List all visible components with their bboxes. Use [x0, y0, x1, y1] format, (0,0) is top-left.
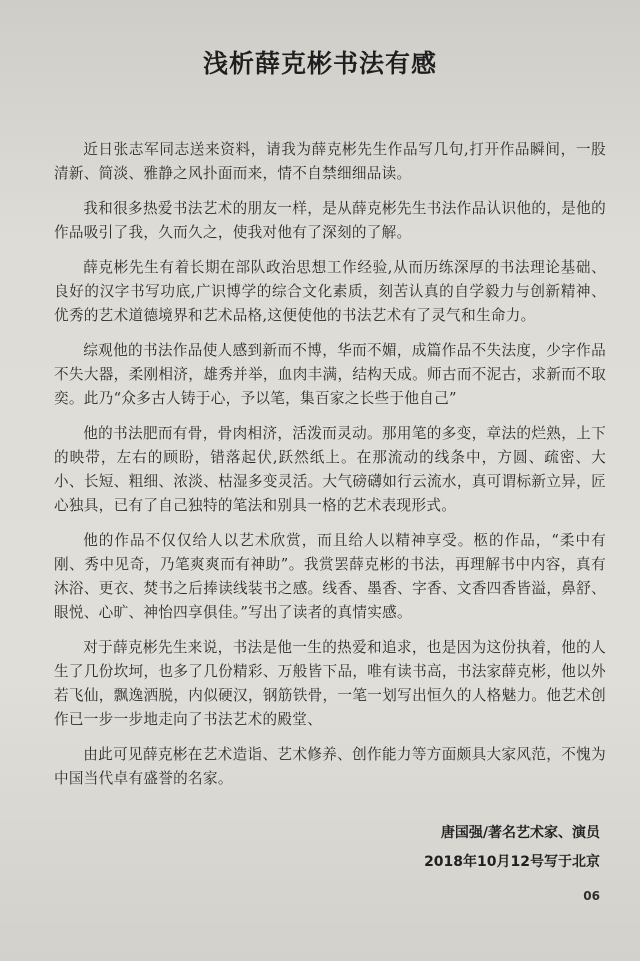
paragraph-5: 他的书法肥而有骨，骨肉相济，活泼而灵动。那用笔的多变，章法的烂熟，上下的映带，左右的顾盼，错落起伏,跃然纸上。在那流动的线条中，方圆、疏密、大小、长短、粗细、浓淡、枯湿多变灵活。大气磅礴如行云流水，真可谓标新立异，匠心独具，已有了自己独特的笔法和别具一格的艺术表现形式。 [54, 425, 606, 514]
paragraph-2: 我和很多热爱书法艺术的朋友一样，是从薛克彬先生书法作品认识他的，是他的作品吸引了我，久而久之，使我对他有了深刻的了解。 [54, 200, 606, 241]
signature-date: 2018年10月12号写于北京 [424, 854, 600, 870]
paragraph-7: 对于薛克彬先生来说，书法是他一生的热爱和追求，也是因为这份执着，他的人生了几份坎坷，也多了几份精彩、万般皆下品，唯有读书高，书法家薛克彬，他以外若飞仙，飘逸洒脱，内似硬汉，钢筋铁骨，一笔一划写出恒久的人格魅力。他艺术创作已一步一步地走向了书法艺术的殿堂、 [54, 639, 606, 728]
paragraph-3: 薛克彬先生有着长期在部队政治思想工作经验,从而历练深厚的书法理论基础、良好的汉字书写功底,广识博学的综合文化素质，刻苦认真的自学毅力与创新精神、优秀的艺术道德境界和艺术品格,这便使他的书法艺术有了灵气和生命力。 [54, 259, 606, 324]
paragraph-8: 由此可见薛克彬在艺术造诣、艺术修养、创作能力等方面颇具大家风范，不愧为中国当代卓有盛誉的名家。 [54, 746, 606, 787]
paragraph-1: 近日张志军同志送来资料，请我为薛克彬先生作品写几句,打开作品瞬间，一股清新、简淡、雅静之风扑面而来，情不自禁细细品读。 [54, 141, 606, 182]
page-title: 浅析薛克彬书法有感 [202, 49, 437, 78]
paragraph-6: 他的作品不仅仅给人以艺术欣赏，而且给人以精神享受。柩的作品，“柔中有刚、秀中见奇，乃笔爽爽而有神助”。我赏罢薛克彬的书法，再理解书中内容，真有沐浴、更衣、焚书之后捧读线装书之感。线香、墨香、字香、文香四香皆溢，鼻舒、眼悦、心旷、神怡四享俱佳。”写出了读者的真情实感。 [54, 532, 606, 621]
article-body [54, 138, 606, 802]
author-signature: 唐国强/著名艺术家、演员 [440, 825, 600, 841]
paragraph-4: 综观他的书法作品使人感到新而不博，华而不媚，成篇作品不失法度，少字作品不失大器，柔刚相济，雄秀并举，血肉丰满，结构天成。师古而不泥古，求新而不取奕。此乃“众多古人铸于心，予以笔，集百家之长些于他自己” [54, 342, 606, 407]
page-number: 06 [583, 889, 600, 903]
